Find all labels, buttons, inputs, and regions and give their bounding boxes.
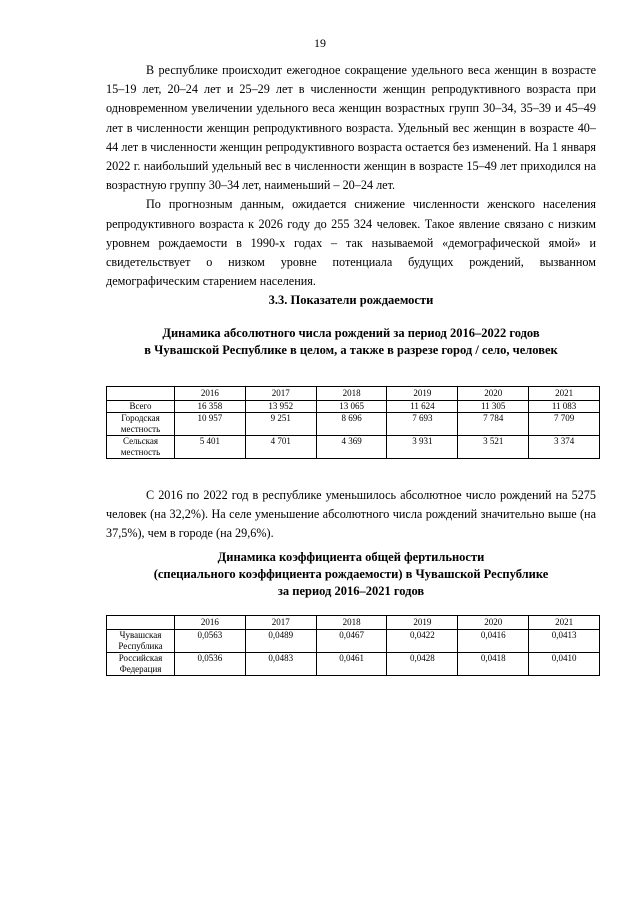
- table-row: [107, 630, 600, 653]
- page-number: 19: [314, 36, 326, 50]
- table-cell: 16 358: [175, 401, 246, 413]
- table-cell: 0,0418: [458, 653, 529, 676]
- intro-text: [106, 61, 596, 291]
- paragraph-births-decline: С 2016 по 2022 год в республике уменьшилось абсолютное число рождений на 5275 человек (на 32,2%). На селе уменьшение абсолютного числа рождений значительно выше (на 37,5%), чем в городе (на 29,6%).: [106, 488, 596, 541]
- year-header: 2018: [316, 387, 387, 401]
- table-cell: 13 065: [316, 401, 387, 413]
- table-cell: 11 083: [529, 401, 600, 413]
- table-row: [107, 413, 600, 436]
- table-cell: 3 374: [529, 436, 600, 459]
- table-cell: 0,0416: [458, 630, 529, 653]
- row-label: Российская Федерация: [107, 653, 175, 676]
- table-cell: 10 957: [175, 413, 246, 436]
- row-label: Городская местность: [107, 413, 175, 436]
- table-cell: 0,0536: [175, 653, 246, 676]
- table-cell: 0,0428: [387, 653, 458, 676]
- table-cell: 5 401: [175, 436, 246, 459]
- table-cell: 4 369: [316, 436, 387, 459]
- table-row: [107, 653, 600, 676]
- paragraph-forecast: По прогнозным данным, ожидается снижение численности женского населения репродуктивного возраста к 2026 году до 255 324 человек. Такое явление связано с низким уровнем рождаемости в 1990-х годах – так называемой «демографической ямой» и свидетельствует о низком уровне потенциала будущих рождений, вызванном демографическим старением населения.: [106, 197, 596, 289]
- births-summary-text: [106, 486, 596, 544]
- table-cell: 0,0461: [316, 653, 387, 676]
- year-header: 2019: [387, 616, 458, 630]
- fertility-table: [106, 615, 600, 676]
- table-cell: 0,0563: [175, 630, 246, 653]
- year-header: 2016: [175, 387, 246, 401]
- table-header-row: [107, 387, 600, 401]
- row-label: Сельская местность: [107, 436, 175, 459]
- table-cell: 3 931: [387, 436, 458, 459]
- fertility-table-title-line: (специального коэффициента рождаемости) в Чувашской Республике: [153, 567, 549, 581]
- header-empty-cell: [107, 387, 175, 401]
- table-cell: 7 709: [529, 413, 600, 436]
- table-cell: 0,0483: [245, 653, 316, 676]
- table-row: [107, 436, 600, 459]
- table-cell: 8 696: [316, 413, 387, 436]
- births-table-title-line: Динамика абсолютного числа рождений за период 2016–2022 годов: [162, 326, 540, 340]
- fertility-table-title-line: Динамика коэффициента общей фертильности: [217, 550, 485, 564]
- table-cell: 9 251: [245, 413, 316, 436]
- paragraph-age-structure: В республике происходит ежегодное сокращение удельного веса женщин в возрасте 15–19 лет, 20–24 лет и 25–29 лет в численности женщин репродуктивного возраста при одновременном увеличении удельного веса женщин возрастных групп 30–34, 35–39 и 45–49 лет в численности женщин репродуктивного возраста. Удельный вес женщин в возрасте 40–44 лет в численности женщин репродуктивного возраста остается без изменений. На 1 января 2022 г. наибольший удельный вес в численности женщин в возрасте 15–49 лет приходился на возрастную группу 30–34 лет, наименьший – 20–24 лет.: [106, 63, 596, 193]
- section-heading: 3.3. Показатели рождаемости: [268, 293, 434, 307]
- year-header: 2020: [458, 387, 529, 401]
- fertility-table-title-line: за период 2016–2021 годов: [277, 584, 425, 598]
- table-cell: 3 521: [458, 436, 529, 459]
- table-cell: 7 784: [458, 413, 529, 436]
- year-header: 2019: [387, 387, 458, 401]
- births-table: [106, 386, 600, 459]
- table-row: [107, 401, 600, 413]
- year-header: 2017: [245, 616, 316, 630]
- table-cell: 0,0410: [529, 653, 600, 676]
- year-header: 2018: [316, 616, 387, 630]
- table-cell: 13 952: [245, 401, 316, 413]
- table-cell: 11 624: [387, 401, 458, 413]
- year-header: 2017: [245, 387, 316, 401]
- table-cell: 4 701: [245, 436, 316, 459]
- fertility-table-title: [106, 549, 596, 600]
- year-header: 2021: [529, 387, 600, 401]
- births-table-title: [106, 325, 596, 359]
- year-header: 2020: [458, 616, 529, 630]
- year-header: 2021: [529, 616, 600, 630]
- table-cell: 0,0489: [245, 630, 316, 653]
- row-label: Чувашская Республика: [107, 630, 175, 653]
- table-cell: 0,0413: [529, 630, 600, 653]
- table-cell: 11 305: [458, 401, 529, 413]
- table-cell: 7 693: [387, 413, 458, 436]
- header-empty-cell: [107, 616, 175, 630]
- table-header-row: [107, 616, 600, 630]
- row-label: Всего: [107, 401, 175, 413]
- table-cell: 0,0467: [316, 630, 387, 653]
- births-table-title-line: в Чувашской Республике в целом, а также в разрезе город / село, человек: [144, 343, 558, 357]
- year-header: 2016: [175, 616, 246, 630]
- table-cell: 0,0422: [387, 630, 458, 653]
